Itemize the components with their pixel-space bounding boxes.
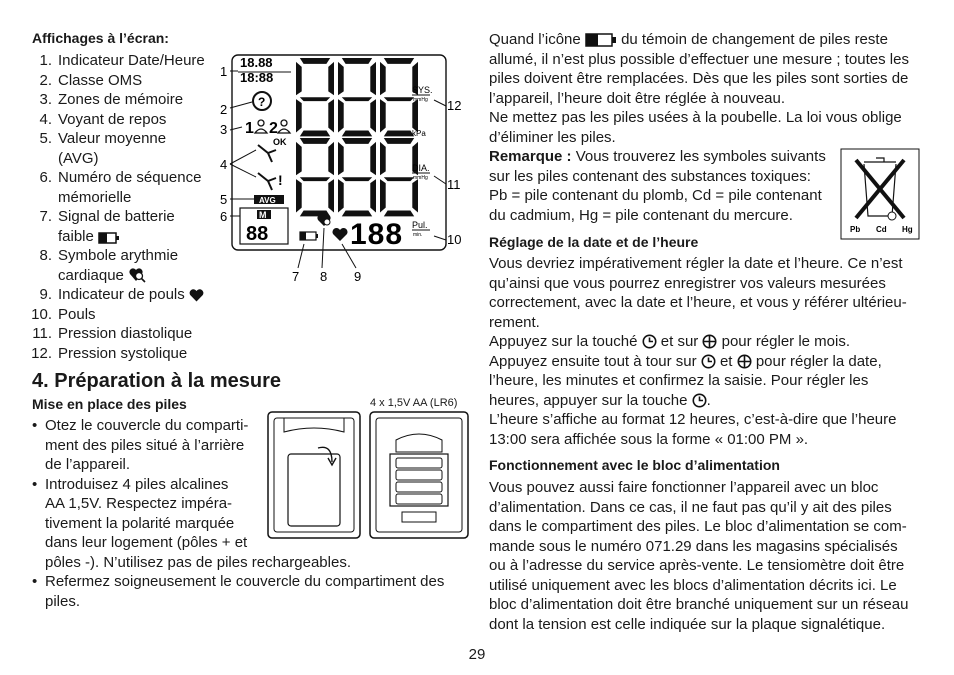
time-row-2: 18:88	[240, 70, 274, 85]
svg-text:?: ?	[258, 95, 266, 109]
power-paragraph: Vous pouvez aussi faire fonctionner l’appareil avec un bloc d’alimentation. Dans ce cas, il ne faut pas qu’il y ait des piles dans le compartiment des piles. Le bloc d’alimentation se com- mande sous le numéro 071.29 dans les magasins spécialisés ou à l’adresse du service après-vente. Le tensiomètre doit être utilisé uniquement avec les blocs d’alimentation décrits ici. Le bloc d’alimentation doit être branché uniquement sur un réseau dont la tension est celle indiquée sur la plaque signalétique.	[489, 479, 909, 633]
callout-4: 4	[220, 157, 228, 172]
low-battery-icon	[98, 232, 120, 244]
sys-label: SYS.	[412, 85, 433, 95]
callout-5: 5	[220, 192, 228, 207]
power-heading: Fonctionnement avec le bloc d’alimentation	[489, 457, 780, 473]
display-heading: Affichages à l’écran:	[32, 30, 169, 46]
plus-button-icon	[702, 334, 717, 349]
list-item: • Otez le couvercle du comparti- ment des piles situé à l’arrière de l’appareil.	[30, 416, 470, 475]
display-items-list	[30, 51, 220, 363]
list-item: 12. Pression systolique	[31, 344, 188, 362]
callout-7: 7	[292, 269, 300, 284]
date-paragraph: Vous devriez impérativement régler la date et l’heure. Ce n’est qu’ainsi que vous pourrez enregistrer vos valeurs mesurées correctement, avec la date et l’heure, et vous y référer ultérieu- rement. Appuyez sur la touché et sur pour régler le mois. Appuyez ensuite tout à tour sur et pour régler la date, l’heure, les minutes et confirmez la saisie. Pour régler les heures, appuyer sur la touche . L’heure s’affiche au format 12 heures, c’est-à-dire que l’heure 13:00 sera affichée sous la forme « 01:00 PM ».	[489, 255, 907, 448]
dia-label: DIA.	[412, 163, 430, 173]
pul-label: Pul.	[412, 220, 428, 230]
callout-3: 3	[220, 122, 228, 137]
callout-12: 12	[447, 98, 462, 113]
plus-button-icon	[737, 354, 752, 369]
lcd-low-battery-icon	[300, 232, 318, 240]
list-item: cardiaque	[30, 266, 220, 286]
clock-button-icon	[642, 334, 657, 349]
memory-digits: 88	[246, 223, 269, 245]
list-item: 7. Signal de batterie	[39, 208, 175, 225]
list-item: • Introduisez 4 piles alcalines AA 1,5V. Respectez impéra- tivement la polarité marquée dans leur logement (pôles + et pôles -). N’utilisez pas de piles rechargeables.	[30, 475, 470, 573]
memory-label: M	[259, 210, 267, 220]
pulse-digits: 188	[350, 218, 404, 251]
callout-1: 1	[220, 64, 228, 79]
avg-label: AVG	[259, 196, 276, 205]
callout-8: 8	[320, 269, 328, 284]
clock-button-icon	[692, 393, 707, 408]
list-item: 2. Classe OMS	[39, 71, 143, 89]
list-item: 9. Indicateur de pouls	[30, 285, 220, 305]
section-title: 4. Préparation à la mesure	[32, 370, 282, 392]
battery-caption: 4 x 1,5V AA (LR6)	[370, 397, 458, 409]
ok-label: OK	[273, 137, 287, 147]
callout-2: 2	[220, 102, 228, 117]
callout-11: 11	[447, 177, 461, 192]
callout-6: 6	[220, 209, 228, 224]
user-label-1: 1	[245, 120, 254, 137]
arrhythmia-icon	[128, 267, 146, 283]
bin-label-pb: Pb	[850, 225, 861, 234]
svg-text:!: !	[278, 172, 283, 188]
kpa-label: kPa	[412, 129, 426, 138]
clock-button-icon	[701, 354, 716, 369]
bin-label-hg: Hg	[902, 225, 913, 234]
bin-label-cd: Cd	[876, 225, 887, 234]
list-item: mémorielle	[58, 188, 132, 206]
list-item: 8. Symbole arythmie	[39, 247, 179, 264]
low-battery-icon	[585, 33, 617, 47]
list-item: (AVG)	[58, 149, 99, 167]
date-heading: Réglage de la date et de l’heure	[489, 234, 699, 250]
heart-icon	[189, 289, 204, 302]
time-row-1: 18.88	[240, 55, 273, 70]
page-number: 29	[468, 646, 486, 663]
list-item: 4. Voyant de repos	[39, 110, 167, 128]
list-item: 1. Indicateur Date/Heure	[39, 52, 205, 69]
battery-compartment-illustration	[266, 410, 472, 540]
pul-unit: min.	[413, 232, 423, 238]
list-item: • Refermez soigneusement le couvercle du compartiment des piles.	[30, 572, 470, 611]
list-item: 11. Pression diastolique	[32, 325, 193, 342]
remark-paragraph: Remarque : Vous trouverez les symboles suivants sur les piles contenant des substances toxiques: Pb = pile contenant du plomb, Cd = pile contenant du cadmium, Hg = pile contenant du mercure.	[489, 148, 826, 224]
dia-unit: mmHg	[413, 175, 428, 181]
battery-warning-paragraph: Quand l’icône du témoin de changement de piles reste allumé, il n’est plus possible d’effectuer une mesure ; toutes les piles doivent être remplacées. Dès que les piles sont sorties de l’appareil, l’heure doit être réglée à nouveau. Ne mettez pas les piles usées à la poubelle. La loi vous oblige d’éliminer les piles.	[489, 31, 909, 146]
battery-subheading: Mise en place des piles	[32, 396, 187, 412]
crossed-bin-icon	[840, 148, 920, 240]
list-item: 3. Zones de mémoire	[39, 91, 184, 108]
user-label-2: 2	[269, 120, 278, 137]
list-item: faible	[30, 227, 220, 247]
lcd-display-diagram	[216, 50, 470, 290]
list-item: 5. Valeur moyenne	[39, 130, 167, 147]
callout-10: 10	[447, 232, 462, 247]
list-item: 6. Numéro de séquence	[39, 169, 202, 186]
sys-unit: mmHg	[413, 97, 428, 103]
list-item: 10. Pouls	[31, 305, 96, 323]
callout-9: 9	[354, 269, 362, 284]
